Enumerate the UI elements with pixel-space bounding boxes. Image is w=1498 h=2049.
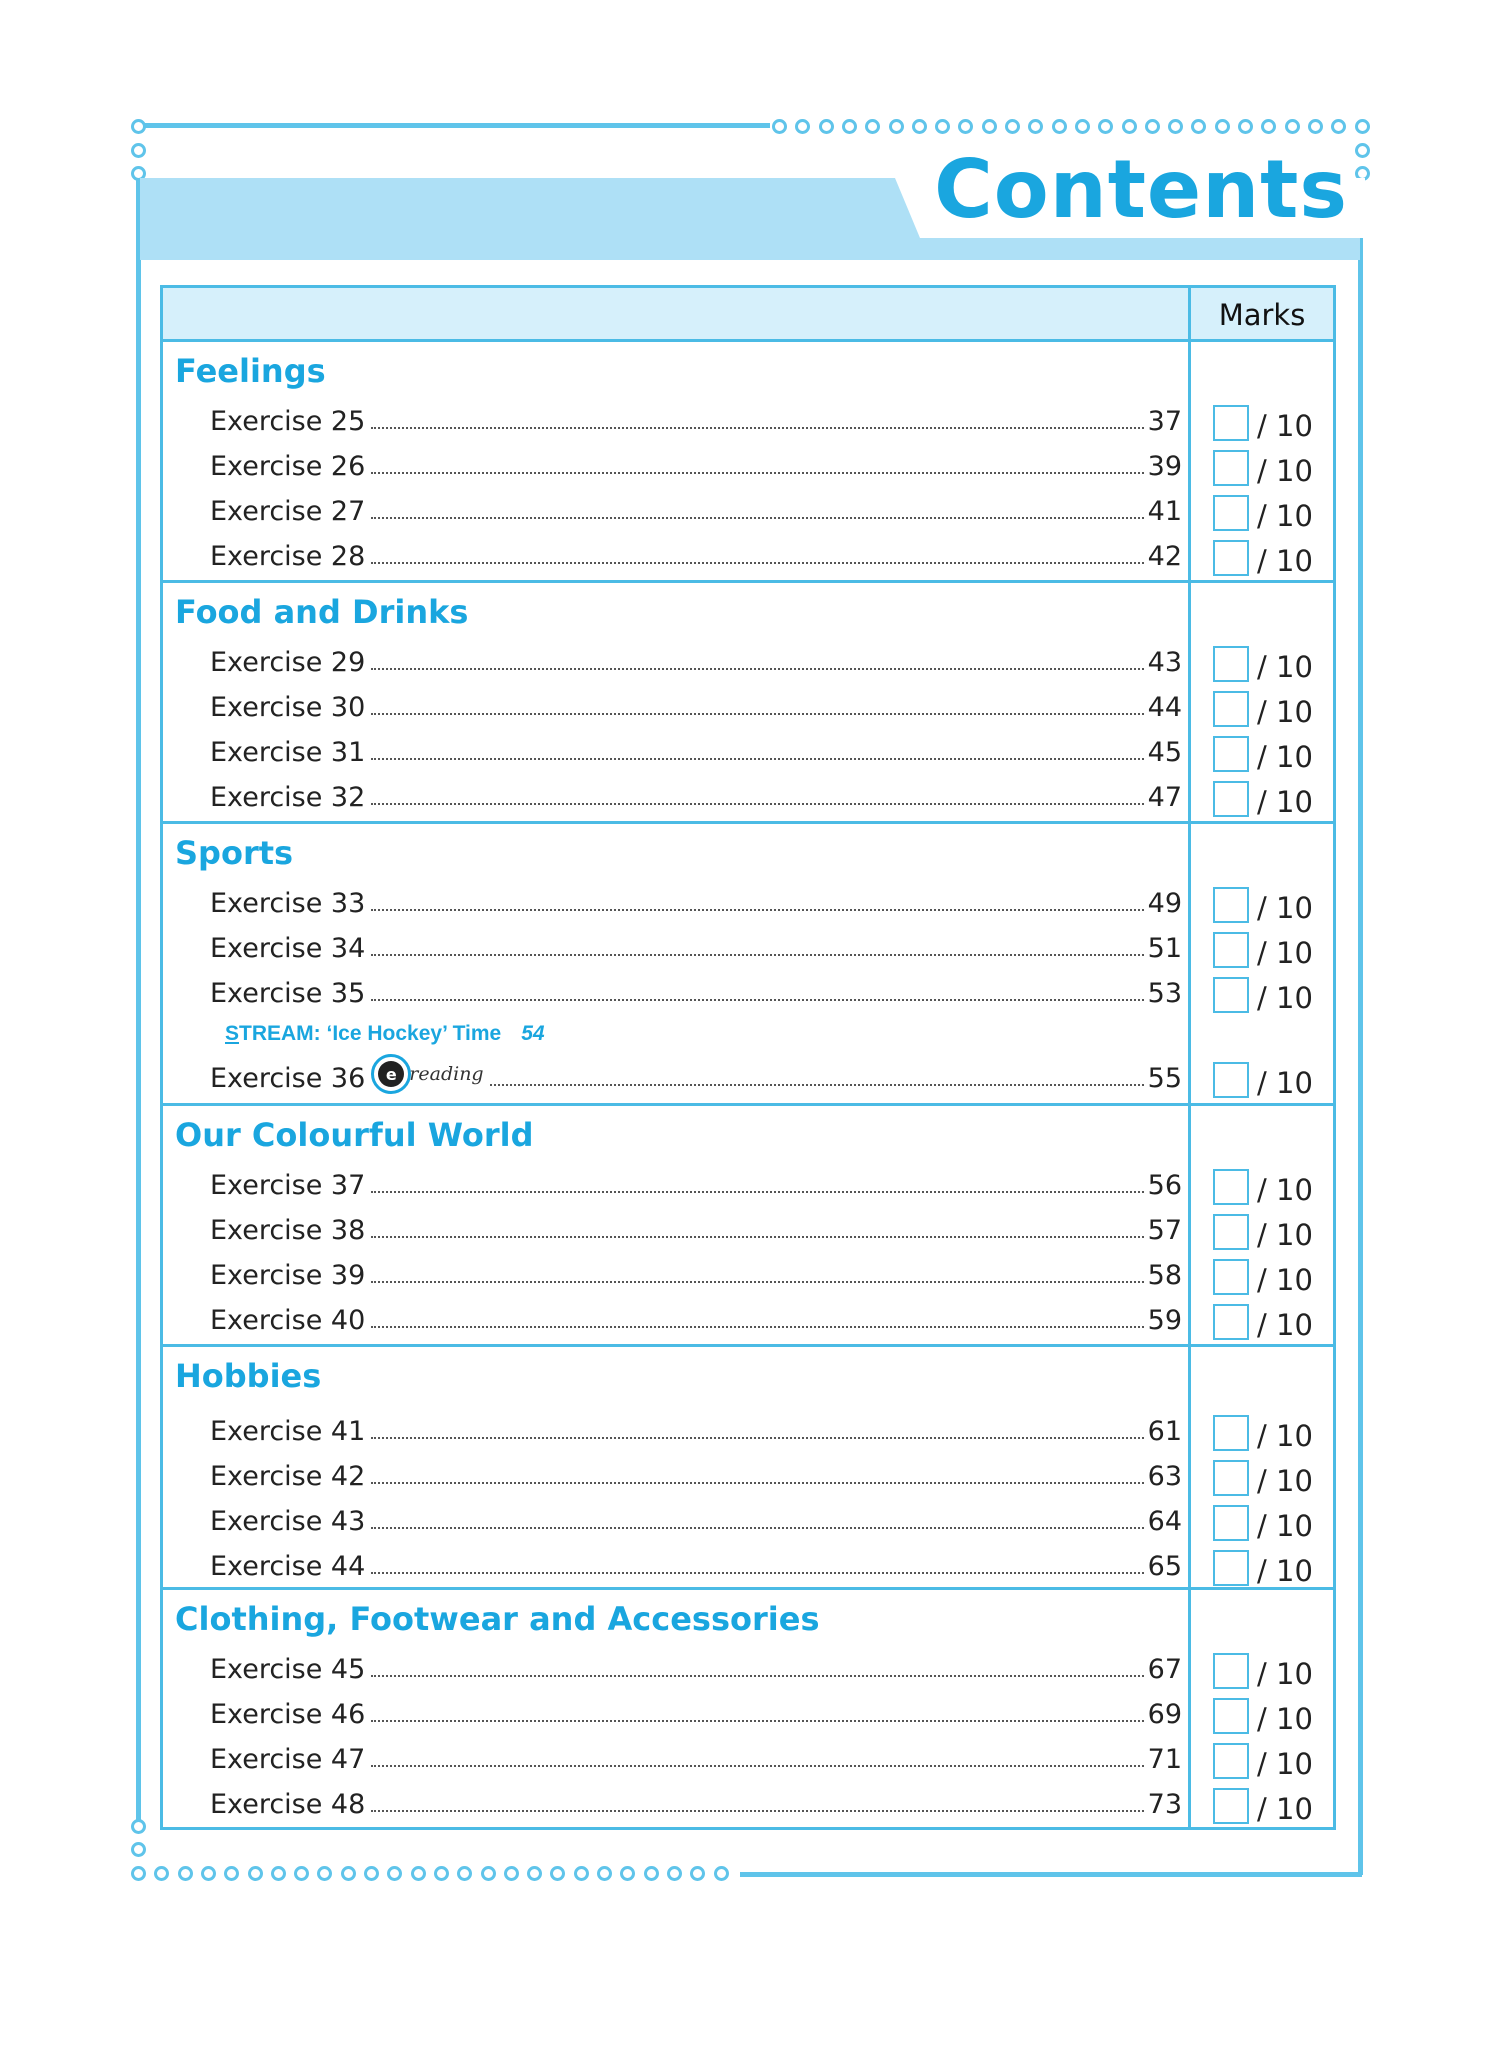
exercise-label: Exercise 38: [210, 1215, 366, 1246]
contents-table: [160, 285, 1336, 1830]
frame-dot: [224, 1866, 239, 1881]
frame-bottom-bar: [740, 1872, 1362, 1877]
mark-entry: [1213, 1501, 1323, 1541]
frame-dot: [178, 1866, 193, 1881]
mark-entry: [1213, 1739, 1323, 1779]
frame-dot: [597, 1866, 612, 1881]
mark-out-of: / 10: [1257, 1554, 1313, 1588]
section-2: [163, 824, 1333, 1106]
exercise-row[interactable]: [210, 728, 1182, 768]
frame-dot: [504, 1866, 519, 1881]
mark-out-of: / 10: [1257, 650, 1313, 684]
mark-input-box[interactable]: [1213, 977, 1249, 1013]
dot-leader: [490, 1084, 1144, 1086]
exercise-row[interactable]: [210, 1452, 1182, 1492]
ereading-word: reading: [409, 1063, 484, 1085]
dot-leader: [371, 1675, 1143, 1677]
frame-dot: [620, 1866, 635, 1881]
mark-input-box[interactable]: [1213, 1653, 1249, 1689]
mark-entry: [1213, 1255, 1323, 1295]
frame-dot: [271, 1866, 286, 1881]
frame-dot: [457, 1866, 472, 1881]
frame-dot: [364, 1866, 379, 1881]
frame-dot: [1168, 119, 1183, 134]
mark-out-of: / 10: [1257, 936, 1313, 970]
mark-input-box[interactable]: [1213, 1259, 1249, 1295]
mark-input-box[interactable]: [1213, 1698, 1249, 1734]
mark-entry: [1213, 1058, 1323, 1098]
frame-dot: [690, 1866, 705, 1881]
ereading-icon: [371, 1054, 411, 1094]
mark-entry: [1213, 883, 1323, 923]
section-0: [163, 342, 1333, 583]
frame-dot: [201, 1866, 216, 1881]
dot-leader: [371, 713, 1143, 715]
exercise-row[interactable]: [210, 532, 1182, 572]
mark-out-of: / 10: [1257, 1066, 1313, 1100]
frame-dot: [1285, 119, 1300, 134]
exercise-label: Exercise 43: [210, 1506, 366, 1537]
exercise-row[interactable]: [210, 1542, 1182, 1582]
frame-dot: [935, 119, 950, 134]
mark-entry: [1213, 1411, 1323, 1451]
dot-leader: [371, 1765, 1143, 1767]
mark-out-of: / 10: [1257, 740, 1313, 774]
exercise-label: Exercise 41: [210, 1416, 366, 1447]
frame-dot: [1308, 119, 1323, 134]
frame-dot: [795, 119, 810, 134]
page-title: Contents: [934, 143, 1348, 236]
section-3: [163, 1106, 1333, 1347]
mark-input-box[interactable]: [1213, 646, 1249, 682]
mark-entry: [1213, 446, 1323, 486]
dot-leader: [371, 427, 1143, 429]
frame-dot: [154, 1866, 169, 1881]
section-title: Hobbies: [175, 1357, 322, 1395]
frame-dot: [1191, 119, 1206, 134]
dot-leader: [371, 1527, 1143, 1529]
page-number: 61: [1147, 1416, 1182, 1447]
mark-input-box[interactable]: [1213, 1415, 1249, 1451]
mark-input-box[interactable]: [1213, 1460, 1249, 1496]
page-number: 59: [1147, 1305, 1182, 1336]
page-number: 67: [1147, 1654, 1182, 1685]
exercise-row[interactable]: [210, 969, 1182, 1009]
section-title: Our Colourful World: [175, 1116, 534, 1154]
section-title: Sports: [175, 834, 294, 872]
mark-entry: [1213, 1784, 1323, 1824]
mark-out-of: / 10: [1257, 1792, 1313, 1826]
exercise-label: Exercise 31: [210, 737, 366, 768]
frame-dot: [294, 1866, 309, 1881]
dot-leader: [371, 999, 1143, 1001]
exercise-row[interactable]: [210, 1735, 1182, 1775]
exercise-row[interactable]: [210, 1251, 1182, 1291]
exercise-label: Exercise 36: [210, 1063, 366, 1094]
dot-leader: [371, 1720, 1143, 1722]
page-number: 47: [1147, 782, 1182, 813]
ereading-icon-core: e: [378, 1061, 404, 1087]
frame-dot: [912, 119, 927, 134]
mark-input-box[interactable]: [1213, 1788, 1249, 1824]
frame-top-bar: [140, 123, 770, 128]
frame-dot: [131, 143, 146, 158]
exercise-row[interactable]: [210, 1780, 1182, 1820]
exercise-label: Exercise 29: [210, 647, 366, 678]
frame-dot: [1122, 119, 1137, 134]
mark-input-box[interactable]: [1213, 1550, 1249, 1586]
frame-dot: [1355, 119, 1370, 134]
frame-dot: [1331, 119, 1346, 134]
exercise-label: Exercise 42: [210, 1461, 366, 1492]
exercise-row[interactable]: [210, 1645, 1182, 1685]
exercise-row[interactable]: [210, 1054, 1182, 1094]
exercise-label: Exercise 27: [210, 496, 366, 527]
dot-leader: [371, 954, 1143, 956]
frame-dot: [131, 1819, 146, 1834]
frame-dot: [1355, 143, 1370, 158]
mark-entry: [1213, 732, 1323, 772]
mark-input-box[interactable]: [1213, 405, 1249, 441]
mark-input-box[interactable]: [1213, 1743, 1249, 1779]
frame-dot: [317, 1866, 332, 1881]
ereading-badge: [371, 1054, 483, 1094]
dot-leader: [371, 668, 1143, 670]
page-number: 73: [1147, 1789, 1182, 1820]
mark-input-box[interactable]: [1213, 781, 1249, 817]
mark-entry: [1213, 1546, 1323, 1586]
frame-dot: [1145, 119, 1160, 134]
page-number: 57: [1147, 1215, 1182, 1246]
frame-dot: [1215, 119, 1230, 134]
exercise-label: Exercise 30: [210, 692, 366, 723]
page-number: 58: [1147, 1260, 1182, 1291]
section-1: [163, 583, 1333, 824]
exercise-row[interactable]: [210, 924, 1182, 964]
page-number: 39: [1147, 451, 1182, 482]
frame-dot: [1098, 119, 1113, 134]
marks-header: Marks: [1218, 298, 1306, 332]
exercise-label: Exercise 47: [210, 1744, 366, 1775]
frame-dot: [772, 119, 787, 134]
exercise-label: Exercise 32: [210, 782, 366, 813]
dot-leader: [371, 1326, 1143, 1328]
stream-label: STREAM: ‘Ice Hockey’ Time: [225, 1022, 502, 1045]
exercise-label: Exercise 45: [210, 1654, 366, 1685]
mark-out-of: / 10: [1257, 695, 1313, 729]
section-title: Feelings: [175, 352, 326, 390]
dot-leader: [371, 1281, 1143, 1283]
frame-dot: [842, 119, 857, 134]
frame-dot: [1075, 119, 1090, 134]
frame-dot: [1261, 119, 1276, 134]
frame-dot: [341, 1866, 356, 1881]
exercise-row[interactable]: [210, 1161, 1182, 1201]
mark-out-of: / 10: [1257, 1509, 1313, 1543]
dot-leader: [371, 803, 1143, 805]
frame-left-bar: [136, 180, 141, 1820]
mark-input-box[interactable]: [1213, 1062, 1249, 1098]
mark-input-box[interactable]: [1213, 1304, 1249, 1340]
frame-dot: [550, 1866, 565, 1881]
dot-leader: [371, 909, 1143, 911]
section-title: Food and Drinks: [175, 593, 469, 631]
exercise-row[interactable]: [210, 683, 1182, 723]
exercise-label: Exercise 40: [210, 1305, 366, 1336]
mark-out-of: / 10: [1257, 454, 1313, 488]
page-number: 41: [1147, 496, 1182, 527]
frame-dot: [714, 1866, 729, 1881]
mark-input-box[interactable]: [1213, 736, 1249, 772]
mark-out-of: / 10: [1257, 891, 1313, 925]
frame-dot: [1238, 119, 1253, 134]
mark-out-of: / 10: [1257, 1419, 1313, 1453]
page-number: 71: [1147, 1744, 1182, 1775]
mark-input-box[interactable]: [1213, 450, 1249, 486]
stream-entry[interactable]: [225, 1022, 545, 1046]
mark-entry: [1213, 777, 1323, 817]
frame-dot: [411, 1866, 426, 1881]
mark-out-of: / 10: [1257, 1173, 1313, 1207]
mark-entry: [1213, 642, 1323, 682]
exercise-label: Exercise 25: [210, 406, 366, 437]
mark-input-box[interactable]: [1213, 1214, 1249, 1250]
mark-input-box[interactable]: [1213, 1169, 1249, 1205]
frame-dot: [1052, 119, 1067, 134]
exercise-label: Exercise 44: [210, 1551, 366, 1582]
stream-page: 54: [521, 1022, 545, 1045]
exercise-row[interactable]: [210, 1690, 1182, 1730]
mark-entry: [1213, 928, 1323, 968]
frame-dot: [248, 1866, 263, 1881]
page-number: 45: [1147, 737, 1182, 768]
frame-dot: [644, 1866, 659, 1881]
dot-leader: [371, 1482, 1143, 1484]
frame-dot: [958, 119, 973, 134]
mark-out-of: / 10: [1257, 1747, 1313, 1781]
dot-leader: [371, 472, 1143, 474]
mark-entry: [1213, 1649, 1323, 1689]
mark-out-of: / 10: [1257, 544, 1313, 578]
page-number: 53: [1147, 978, 1182, 1009]
mark-out-of: / 10: [1257, 1657, 1313, 1691]
exercise-row[interactable]: [210, 487, 1182, 527]
dot-leader: [371, 562, 1143, 564]
exercise-row[interactable]: [210, 1407, 1182, 1447]
mark-out-of: / 10: [1257, 1218, 1313, 1252]
page-number: 64: [1147, 1506, 1182, 1537]
frame-right-bar: [1358, 180, 1363, 1875]
exercise-label: Exercise 34: [210, 933, 366, 964]
mark-input-box[interactable]: [1213, 495, 1249, 531]
exercise-row[interactable]: [210, 1206, 1182, 1246]
page-number: 49: [1147, 888, 1182, 919]
mark-entry: [1213, 1210, 1323, 1250]
frame-dot: [481, 1866, 496, 1881]
frame-dot: [131, 1866, 146, 1881]
mark-out-of: / 10: [1257, 1263, 1313, 1297]
page-number: 51: [1147, 933, 1182, 964]
dot-leader: [371, 1437, 1143, 1439]
exercise-label: Exercise 48: [210, 1789, 366, 1820]
frame-dot: [131, 1842, 146, 1857]
dot-leader: [371, 758, 1143, 760]
dot-leader: [371, 1810, 1143, 1812]
mark-entry: [1213, 401, 1323, 441]
mark-out-of: / 10: [1257, 409, 1313, 443]
page-number: 65: [1147, 1551, 1182, 1582]
exercise-label: Exercise 37: [210, 1170, 366, 1201]
mark-entry: [1213, 491, 1323, 531]
frame-dot: [574, 1866, 589, 1881]
page-number: 43: [1147, 647, 1182, 678]
dot-leader: [371, 517, 1143, 519]
page-number: 69: [1147, 1699, 1182, 1730]
mark-input-box[interactable]: [1213, 691, 1249, 727]
frame-dot: [889, 119, 904, 134]
mark-entry: [1213, 1165, 1323, 1205]
exercise-label: Exercise 33: [210, 888, 366, 919]
exercise-label: Exercise 28: [210, 541, 366, 572]
exercise-row[interactable]: [210, 638, 1182, 678]
exercise-label: Exercise 39: [210, 1260, 366, 1291]
mark-out-of: / 10: [1257, 1702, 1313, 1736]
exercise-row[interactable]: [210, 397, 1182, 437]
mark-out-of: / 10: [1257, 1308, 1313, 1342]
mark-entry: [1213, 687, 1323, 727]
dot-leader: [371, 1572, 1143, 1574]
frame-dot: [982, 119, 997, 134]
exercise-row[interactable]: [210, 879, 1182, 919]
exercise-label: Exercise 26: [210, 451, 366, 482]
mark-out-of: / 10: [1257, 981, 1313, 1015]
section-4: [163, 1347, 1333, 1590]
mark-input-box[interactable]: [1213, 887, 1249, 923]
mark-input-box[interactable]: [1213, 932, 1249, 968]
page-number: 55: [1147, 1063, 1182, 1094]
frame-dot: [667, 1866, 682, 1881]
section-5: [163, 1590, 1333, 1830]
exercise-label: Exercise 35: [210, 978, 366, 1009]
mark-out-of: / 10: [1257, 1464, 1313, 1498]
dot-leader: [371, 1191, 1143, 1193]
page-number: 37: [1147, 406, 1182, 437]
frame-dot: [527, 1866, 542, 1881]
frame-dot: [1028, 119, 1043, 134]
mark-entry: [1213, 973, 1323, 1013]
exercise-row[interactable]: [210, 773, 1182, 813]
mark-entry: [1213, 1694, 1323, 1734]
frame-dot: [819, 119, 834, 134]
page-number: 44: [1147, 692, 1182, 723]
section-title: Clothing, Footwear and Accessories: [175, 1600, 820, 1638]
exercise-row[interactable]: [210, 1497, 1182, 1537]
frame-dot: [865, 119, 880, 134]
dot-leader: [371, 1236, 1143, 1238]
frame-dot: [131, 119, 146, 134]
mark-input-box[interactable]: [1213, 1505, 1249, 1541]
page-number: 63: [1147, 1461, 1182, 1492]
mark-entry: [1213, 1456, 1323, 1496]
page-number: 42: [1147, 541, 1182, 572]
frame-dot: [1005, 119, 1020, 134]
exercise-row[interactable]: [210, 442, 1182, 482]
mark-entry: [1213, 1300, 1323, 1340]
table-header: [163, 288, 1333, 342]
mark-entry: [1213, 536, 1323, 576]
frame-dot: [387, 1866, 402, 1881]
exercise-row[interactable]: [210, 1296, 1182, 1336]
frame-dot: [434, 1866, 449, 1881]
mark-out-of: / 10: [1257, 785, 1313, 819]
page-number: 56: [1147, 1170, 1182, 1201]
exercise-label: Exercise 46: [210, 1699, 366, 1730]
mark-out-of: / 10: [1257, 499, 1313, 533]
mark-input-box[interactable]: [1213, 540, 1249, 576]
